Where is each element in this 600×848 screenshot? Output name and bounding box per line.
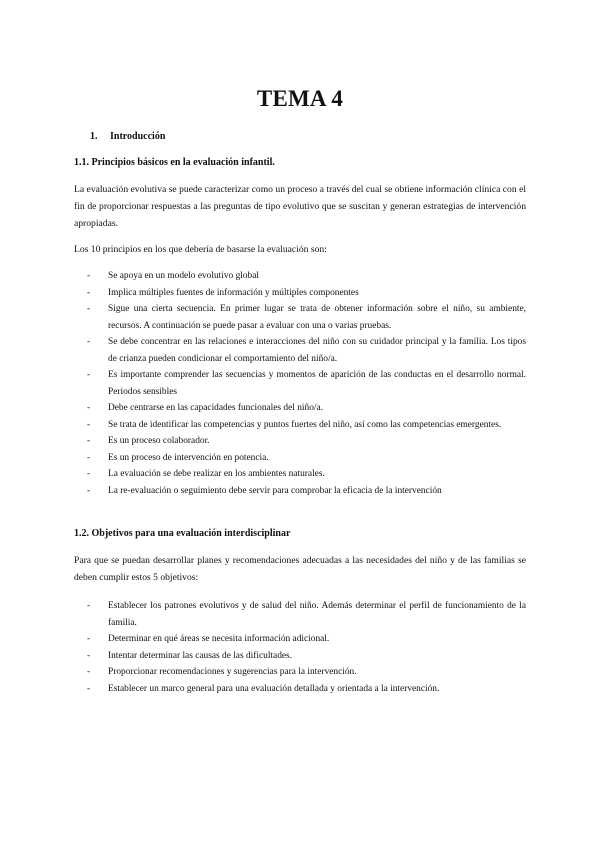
list-dash-marker: -: [87, 634, 91, 644]
list-dash-marker: -: [87, 452, 91, 463]
list-dash-marker: -: [87, 403, 91, 413]
list-item: [74, 483, 526, 500]
list-item-text: Sigue una cierta secuencia. En primer lugar se trata de obtener información sobre el niño, su ambiente, recursos. A continuación se puede pasar a evaluar con una o varias pruebas.: [108, 304, 526, 331]
list-item-text: Se debe concentrar en las relaciones e interacciones del niño con su cuidador principal y la familia. Los tipos de crianza pueden condicionar el comportamiento del niño/a.: [108, 337, 526, 364]
list-item-text: Intentar determinar las causas de las dificultades.: [108, 650, 293, 661]
list-item-text: Proporcionar recomendaciones y sugerencias para la intervención.: [108, 667, 357, 677]
list-dash-marker: -: [87, 469, 91, 479]
list-item: [74, 268, 526, 285]
list-item-text: La re-evaluación o seguimiento debe servir para comprobar la eficacia de la intervención: [108, 485, 442, 496]
list-item: [74, 367, 526, 400]
principles-list: [74, 268, 526, 499]
list-item: [74, 400, 526, 417]
list-item: [74, 285, 526, 302]
subsection-paragraph-objetivos: Para que se puedan desarrollar planes y recomendaciones adecuadas a las necesidades del niño y de las familias se deben cumplir estos 5 objetivos:: [74, 555, 526, 583]
section-label: Introducción: [110, 131, 166, 142]
subsection-heading-objetivos: 1.2. Objetivos para una evaluación interdisciplinar: [74, 528, 291, 539]
subsection-paragraph-principios: La evaluación evolutiva se puede caracterizar como un proceso a través del cual se obtiene información clínica con el fin de proporcionar respuestas a las preguntas de tipo evolutivo que se suscitan y generan estrategias de intervención apropiadas.: [74, 184, 526, 229]
subsection-heading-principios: 1.1. Principios básicos en la evaluación infantil.: [74, 157, 275, 168]
list-dash-marker: -: [87, 683, 91, 694]
list-item-text: Implica múltiples fuentes de información y múltiples componentes: [108, 287, 359, 298]
list-item: [74, 466, 526, 483]
principles-intro: Los 10 principios en los que debería de basarse la evaluación son:: [74, 244, 327, 255]
list-item: [74, 433, 526, 450]
list-dash-marker: -: [87, 337, 91, 347]
list-item: [74, 417, 526, 434]
list-item-text: Es importante comprender las secuencias y momentos de aparición de las conductas en el desarrollo normal. Periodos sensibles: [108, 370, 526, 397]
list-dash-marker: -: [87, 667, 91, 677]
list-dash-marker: -: [87, 304, 91, 314]
list-item-text: Se apoya en un modelo evolutivo global: [108, 271, 260, 281]
list-item-text: Es un proceso de intervención en potencia.: [108, 452, 269, 463]
page-title: TEMA 4: [256, 86, 344, 111]
list-item: [74, 664, 526, 681]
objectives-list: [74, 598, 526, 697]
list-item-text: Se trata de identificar las competencias y puntos fuertes del niño, así como las competencias emergentes.: [108, 419, 502, 430]
list-item-text: Establecer un marco general para una evaluación detallada y orientada a la intervención.: [108, 683, 440, 694]
list-item-text: Determinar en qué áreas se necesita información adicional.: [108, 634, 330, 644]
list-item-text: Establecer los patrones evolutivos y de salud del niño. Además determinar el perfil de funcionamiento de la familia.: [108, 601, 526, 628]
list-item-text: La evaluación se debe realizar en los ambientes naturales.: [108, 469, 325, 479]
list-item: [74, 334, 526, 367]
list-item: [74, 648, 526, 665]
list-item: [74, 598, 526, 631]
list-item: [74, 681, 526, 698]
section-heading-introduccion: [90, 131, 165, 142]
list-dash-marker: -: [87, 650, 91, 661]
list-item-text: Debe centrarse en las capacidades funcionales del niño/a.: [108, 403, 324, 413]
section-number: 1.: [90, 131, 98, 142]
list-item: [74, 450, 526, 467]
list-dash-marker: -: [87, 419, 91, 430]
list-dash-marker: -: [87, 370, 91, 380]
list-item: [74, 631, 526, 648]
list-item: [74, 301, 526, 334]
list-dash-marker: -: [87, 485, 91, 496]
list-dash-marker: -: [87, 601, 91, 611]
list-item-text: Es un proceso colaborador.: [108, 436, 210, 446]
list-dash-marker: -: [87, 287, 91, 298]
list-dash-marker: -: [87, 436, 91, 446]
list-dash-marker: -: [87, 271, 91, 281]
